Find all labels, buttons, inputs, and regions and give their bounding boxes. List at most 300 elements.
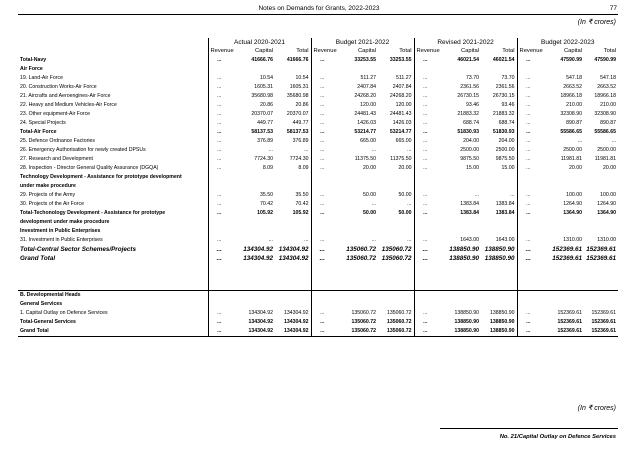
table-cell: 11981.81 [560,156,583,162]
table-cell: 55586.65 [560,129,583,135]
table-row [18,227,618,236]
table-cell: ... [208,164,230,173]
row-label: Grand Total [20,255,56,262]
table-cell: ... [208,236,230,245]
table-cell: 70.42 [260,201,273,207]
table-cell: 2500.00 [597,147,617,153]
table-cell: ... [208,83,230,92]
table-cell: 20.00 [398,165,412,171]
table-cell: 20370.07 [286,111,309,117]
row-label: 21. Aircrafts and Aeroengines-Air Force [20,93,111,99]
table-cell: 1264.90 [563,201,583,207]
table-cell: ... [517,92,539,101]
table-cell: ... [268,237,273,243]
table-row [18,137,618,146]
table-cell: ... [517,254,539,263]
table-row [18,128,618,137]
table-cell: ... [208,209,230,218]
table-cell: 134304.92 [243,255,273,262]
table-cell: 32308.90 [560,111,583,117]
table-cell: ... [311,137,333,146]
table-cell: ... [208,137,230,146]
table-cell: ... [414,146,436,155]
table-cell: 2407.84 [357,84,376,90]
table-cell: ... [414,101,436,110]
table-cell: 7724.30 [289,156,309,162]
table-cell: ... [517,74,539,83]
table-cell: 134304.92 [230,327,275,337]
row-label: 31. Investment in Public Enterprises [20,237,103,243]
table-cell: ... [517,137,539,146]
row-label: 26. Emergency Authorisation for newly created DPSUs [20,147,146,153]
table-cell: ... [414,191,436,200]
table-cell: ... [414,245,436,254]
table-cell: 2663.52 [597,84,617,90]
table-cell: 9875.50 [460,156,479,162]
table-cell: ... [517,101,539,110]
table-cell: 1383.84 [460,210,479,216]
table-cell: 204.00 [463,138,479,144]
row-label: 30. Projects of the Air Force [20,201,85,207]
table-cell: ... [208,200,230,209]
table-cell: ... [414,110,436,119]
document-title: Notes on Demands for Grants, 2022-2023 [258,5,380,12]
table-cell: ... [414,155,436,164]
row-label: 19. Land-Air Force [20,75,63,81]
table-cell: 138850.90 [436,327,481,337]
table-cell: 135060.72 [351,319,376,325]
table-cell: ... [474,192,479,198]
table-cell: ... [407,237,412,243]
header-rule [18,14,618,15]
column-head: Capital [357,48,376,54]
table-cell: 134304.92 [243,246,273,253]
table-cell: ... [311,146,333,155]
spacer-row [18,263,618,272]
table-cell: ... [311,128,333,137]
table-cell: 210.00 [566,102,583,108]
table-row [18,92,618,101]
table-cell: 7724.30 [254,156,273,162]
row-label: Air Force [20,66,43,72]
table-cell: ... [517,146,539,155]
table-cell: 58137.53 [286,129,309,135]
row-label: 28. Inspection - Director General Quality Assurance (DGQA) [20,165,159,171]
table-row [18,236,618,245]
table-cell: 1310.00 [597,237,617,243]
table-cell: ... [517,309,539,318]
table-cell: 51830.93 [457,129,479,135]
table-cell: ... [510,192,515,198]
table-row [18,173,618,182]
table-cell: ... [208,245,230,254]
table-cell: 100.00 [566,192,583,198]
row-label: 22. Heavy and Medium Vehicles-Air Force [20,102,117,108]
table-cell: ... [517,83,539,92]
table-cell: 2361.56 [495,84,515,90]
table-cell: 2407.84 [392,84,412,90]
table-cell: 20.00 [603,165,617,171]
table-cell: 33253.55 [354,57,376,63]
table-cell: 134304.92 [283,310,309,316]
table-cell: 135060.72 [346,246,376,253]
table-cell: ... [414,128,436,137]
table-cell: 24268.20 [354,93,376,99]
table-cell: 10.54 [260,75,273,81]
table-cell: 20.86 [295,102,309,108]
table-cell: ... [414,137,436,146]
row-label: 23. Other equipment-Air Force [20,111,91,117]
table-cell: ... [414,209,436,218]
spacer-row [18,281,618,291]
table-row [18,191,618,200]
table-cell: 1605.31 [254,84,273,90]
table-row [18,83,618,92]
footer-unit-label: (In ₹ crores) [577,405,616,412]
table-cell: 1643.00 [495,237,515,243]
table-cell: 100.00 [600,192,617,198]
table-cell: 73.70 [466,75,479,81]
table-cell: 10.54 [295,75,309,81]
table-cell: 2500.00 [460,147,479,153]
table-cell: ... [311,74,333,83]
table-cell: 1426.03 [357,120,376,126]
table-cell: 11375.50 [390,156,412,162]
table-cell: ... [311,245,333,254]
table-cell: 21883.32 [457,111,479,117]
table-cell: 138850.90 [449,246,479,253]
column-head: Capital [254,48,273,54]
table-cell: ... [208,119,230,128]
table-cell: 8.09 [298,165,309,171]
table-cell: 58137.53 [251,129,273,135]
table-cell: 152369.61 [586,246,617,253]
row-label: Total-Navy [20,57,47,63]
table-cell: 1383.84 [495,201,515,207]
table-cell: ... [208,110,230,119]
table-cell: 18966.18 [594,93,617,99]
table-cell: ... [208,56,230,65]
table-cell: 70.42 [295,201,309,207]
table-cell: 26730.15 [492,93,515,99]
column-head-row [18,47,618,56]
table-cell: 73.70 [501,75,515,81]
table-cell: 138850.90 [484,246,515,253]
demands-table [18,38,618,337]
table-cell: 890.87 [566,120,583,126]
table-cell: ... [311,236,333,245]
table-cell: 134304.92 [278,255,309,262]
table-row [18,119,618,128]
table-cell: 135060.72 [381,246,412,253]
table-cell: 138850.90 [489,319,515,325]
table-cell: 449.77 [292,120,309,126]
table-cell: 511.27 [396,75,412,81]
table-cell: 1383.84 [495,210,515,216]
column-head: Total [296,48,309,54]
table-cell: ... [371,201,376,207]
row-label: Grand Total [18,327,208,337]
table-cell: ... [208,254,230,263]
table-row [18,200,618,209]
column-group: Revised 2021-2022 [414,38,517,47]
table-cell: ... [311,110,333,119]
table-cell: 134304.92 [278,246,309,253]
table-cell: ... [414,74,436,83]
table-cell: 135060.72 [378,327,414,337]
table-cell: 20.00 [363,165,376,171]
row-label: Total-Central Sector Schemes/Projects [20,246,136,253]
row-label: Technology Development - Assistance for prototype development [20,174,182,180]
table-cell: 138850.90 [454,319,479,325]
table-cell: ... [577,138,583,144]
table-cell: 138850.90 [489,310,515,316]
table-cell: 32308.90 [594,111,617,117]
table-cell: ... [311,209,333,218]
table-cell: 376.89 [292,138,309,144]
table-cell: 449.77 [257,120,273,126]
table-cell: 152369.61 [552,255,583,262]
column-head: Capital [563,48,583,54]
table-cell: ... [208,128,230,137]
table-cell: 135060.72 [386,319,412,325]
table-cell: ... [208,309,230,318]
row-label: 27. Research and Development [20,156,93,162]
table-cell: 120.00 [360,102,376,108]
table-cell: ... [414,164,436,173]
table-cell: 55586.65 [594,129,617,135]
table-cell: 204.00 [498,138,515,144]
table-row [18,101,618,110]
table-cell: 511.27 [360,75,376,81]
row-label: 24. Special Projects [20,120,66,126]
row-label: 1. Capital Outlay on Defence Services [20,310,108,316]
table-cell: 138850.90 [449,255,479,262]
table-cell: ... [517,318,539,327]
table-cell: ... [268,147,273,153]
table-cell: ... [208,327,230,337]
table-cell: ... [414,327,436,337]
table-cell: 134304.92 [283,319,309,325]
table-cell: ... [311,119,333,128]
table-cell: ... [611,138,617,144]
table-cell: 41666.76 [251,57,273,63]
table-cell: 11375.50 [354,156,376,162]
table-cell: ... [208,155,230,164]
table-cell: 135060.72 [381,255,412,262]
table-row [18,65,618,74]
table-cell: ... [371,147,376,153]
column-head: Total [502,48,515,54]
table-cell: 105.92 [257,210,273,216]
table-cell: 35.50 [295,192,309,198]
table-cell: 2500.00 [563,147,583,153]
table-cell: ... [517,245,539,254]
table-cell: 135060.72 [346,255,376,262]
row-label: General Services [20,301,63,307]
column-group: Budget 2022-2023 [517,38,618,47]
table-cell: 1605.31 [289,84,309,90]
table-row [18,300,618,309]
table-cell: 24268.20 [389,93,412,99]
table-cell: 47590.99 [594,57,617,63]
table-row [18,218,618,227]
table-cell: 35.50 [260,192,273,198]
table-cell: ... [517,128,539,137]
table-cell: ... [311,101,333,110]
table-cell: ... [311,92,333,101]
column-head: Revenue [414,47,436,56]
table-cell: 688.74 [498,120,515,126]
column-head: Total [603,48,617,54]
row-label: Total-Techonology Development - Assistance for prototype [20,210,166,216]
page-number: 77 [609,5,617,12]
table-cell: 134304.92 [248,319,273,325]
table-body [18,56,618,337]
row-label: 20. Construction Works-Air Force [20,84,97,90]
table-cell: ... [311,164,333,173]
table-cell: 152369.61 [552,246,583,253]
spacer-row [18,272,618,281]
table-cell: 152369.61 [586,255,617,262]
column-group: Budget 2021-2022 [311,38,414,47]
row-label: development under make procedure [20,219,110,225]
table-cell: ... [311,83,333,92]
table-cell: 26730.15 [457,93,479,99]
table-cell: 50.00 [363,192,376,198]
table-cell: 135060.72 [351,310,376,316]
table-cell: ... [414,119,436,128]
table-cell: 47590.99 [560,57,583,63]
table-cell: 376.89 [257,138,273,144]
table-cell: ... [414,56,436,65]
row-label: Total-General Services [20,319,76,325]
row-label: 25. Defence Ordnance Factories [20,138,95,144]
table-row [18,254,618,263]
table-cell: 120.00 [395,102,412,108]
table-cell: 152369.61 [539,327,584,337]
table-cell: 138850.90 [484,255,515,262]
table-cell: ... [414,200,436,209]
table-row [18,74,618,83]
table-cell: ... [311,318,333,327]
table-row [18,56,618,65]
column-head: Revenue [311,47,333,56]
table-cell: ... [517,209,539,218]
table-cell: 15.00 [466,165,479,171]
table-cell: 35680.98 [286,93,309,99]
table-cell: 1426.03 [392,120,412,126]
table-cell: ... [208,74,230,83]
table-cell: 18966.18 [560,93,583,99]
table-cell: ... [208,101,230,110]
table-cell: ... [304,237,309,243]
column-group-row [18,38,618,47]
table-cell: ... [517,119,539,128]
table-cell: 8.09 [262,165,273,171]
row-label: Investment in Public Enterprises [20,228,101,234]
table-cell: 9875.50 [495,156,515,162]
table-cell: ... [517,191,539,200]
table-cell: 20370.07 [251,111,273,117]
table-cell: 41666.76 [286,57,309,63]
table-cell: 2663.52 [563,84,583,90]
footer-rule [440,428,618,429]
table-cell: 46021.54 [492,57,515,63]
table-row [18,182,618,191]
table-cell: ... [208,92,230,101]
table-cell: ... [517,155,539,164]
footer-note: No. 21/Capital Outlay on Defence Services [499,434,616,440]
table-cell: ... [517,110,539,119]
table-cell: ... [311,56,333,65]
table-row [18,146,618,155]
table-cell: 53214.77 [389,129,412,135]
table-row [18,318,618,327]
table-cell: ... [407,147,412,153]
column-head: Capital [460,48,479,54]
row-label: 29. Projects of the Army [20,192,76,198]
table-cell: 665.00 [395,138,412,144]
table-cell: ... [517,327,539,337]
table-cell: 1364.90 [563,210,583,216]
table-cell: ... [414,83,436,92]
table-cell: 93.46 [466,102,479,108]
table-cell: 547.18 [600,75,617,81]
table-cell: ... [311,155,333,164]
table-cell: 152369.61 [591,319,617,325]
table-cell: ... [208,146,230,155]
table-cell: ... [371,237,376,243]
table-cell: 152369.61 [584,327,618,337]
table-cell: 50.00 [398,210,412,216]
table-cell: 50.00 [398,192,412,198]
table-cell: 105.92 [292,210,309,216]
row-label: under make procedure [20,183,76,189]
table-row [18,245,618,254]
table-cell: 15.00 [501,165,515,171]
table-cell: 2361.56 [460,84,479,90]
table-cell: 20.86 [260,102,273,108]
table-cell: 24481.43 [389,111,412,117]
table-row [18,309,618,318]
table-cell: ... [311,200,333,209]
table-cell: 24481.43 [354,111,376,117]
table-row [18,155,618,164]
table-cell: 138850.90 [481,327,517,337]
table-row [18,291,618,301]
table-cell: 688.74 [463,120,479,126]
table-cell: ... [517,56,539,65]
table-cell: 547.18 [566,75,583,81]
table-cell: 135060.72 [386,310,412,316]
table-cell: 21883.32 [492,111,515,117]
table-cell: 1310.00 [563,237,583,243]
column-head: Total [399,48,412,54]
table-cell: ... [311,309,333,318]
table-cell: 93.46 [501,102,515,108]
table-cell: 2500.00 [495,147,515,153]
table-cell: ... [414,254,436,263]
table-cell: 210.00 [600,102,617,108]
table-cell: ... [517,236,539,245]
table-cell: 665.00 [360,138,376,144]
row-label: B. Developmental Heads [18,291,208,301]
unit-label: (In ₹ crores) [577,19,616,26]
table-cell: 135060.72 [333,327,378,337]
table-cell: 46021.54 [457,57,479,63]
table-cell: 1264.90 [597,201,617,207]
